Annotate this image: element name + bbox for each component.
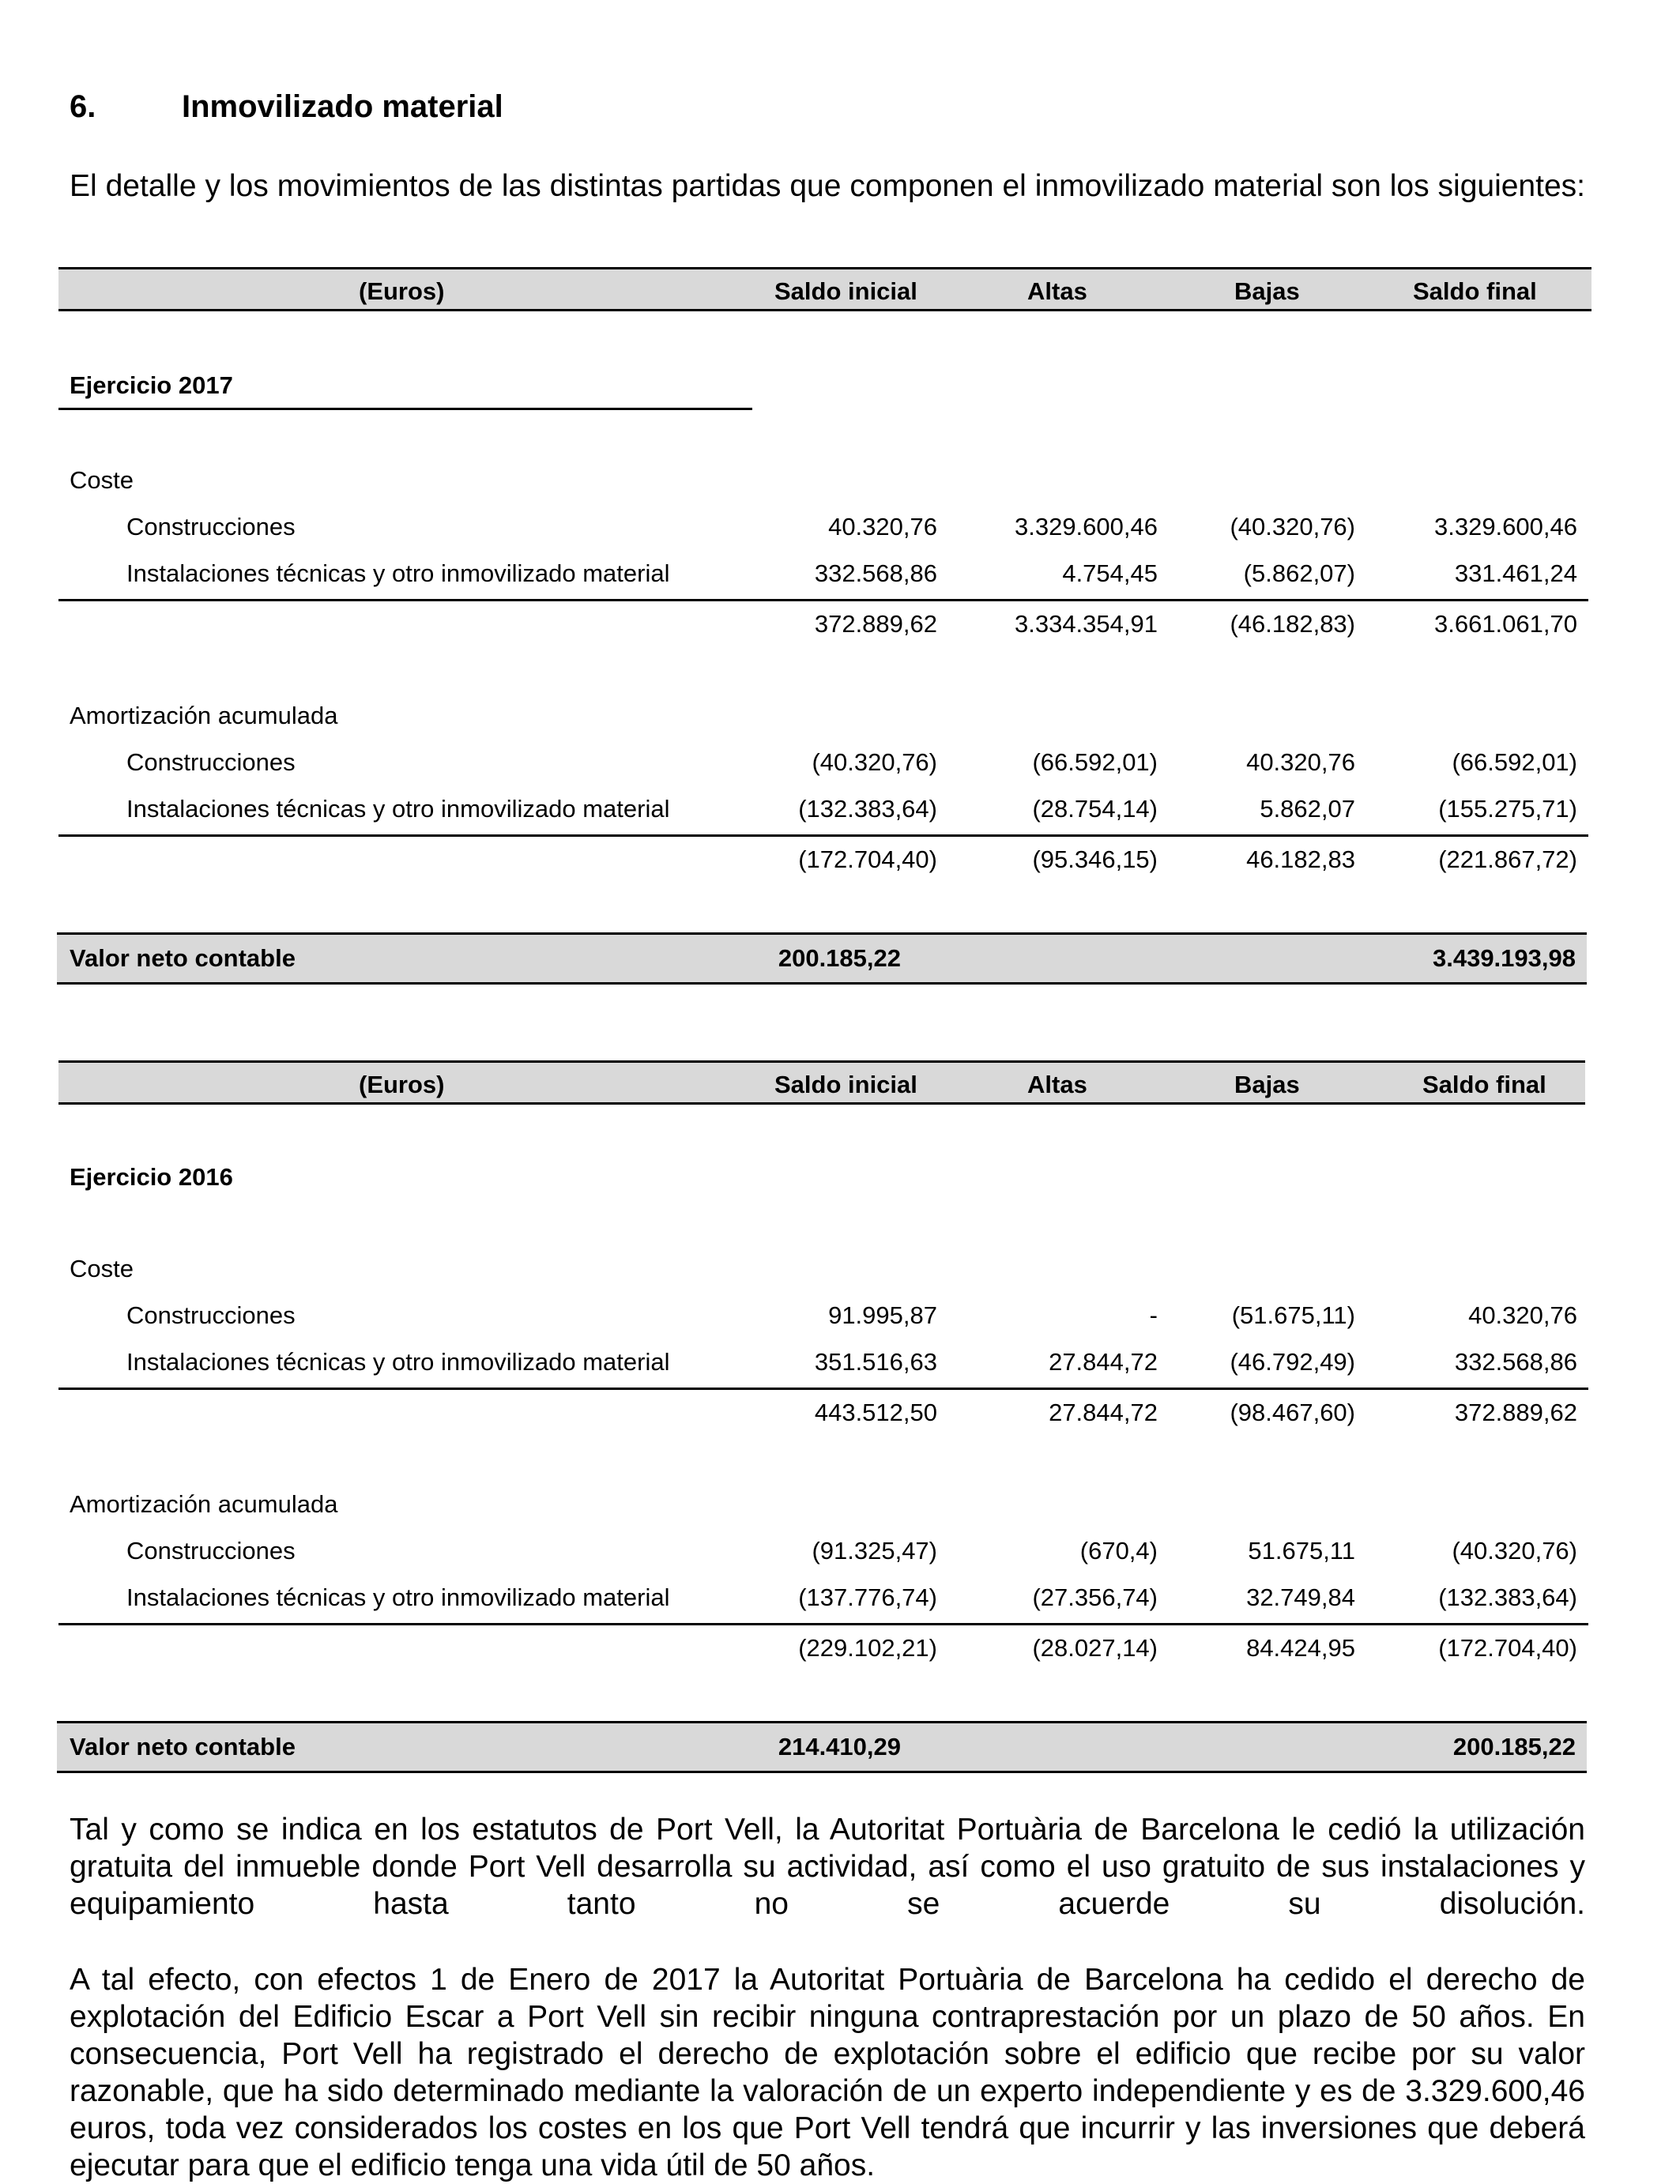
net-value-label: Valor neto contable — [70, 1733, 296, 1760]
cell-value: (66.592,01) — [1032, 748, 1158, 776]
cell-value: (91.325,47) — [812, 1537, 937, 1565]
subtotal-value: (98.467,60) — [1230, 1399, 1355, 1426]
col-saldo-inicial: Saldo inicial — [774, 277, 917, 305]
cell-value: 3.329.600,46 — [1433, 513, 1577, 540]
net-value-final: 200.185,22 — [1452, 1733, 1576, 1760]
subtotal-value: 46.182,83 — [1246, 845, 1355, 873]
subtotal-value: 443.512,50 — [814, 1399, 937, 1426]
cell-value: 27.844,72 — [1049, 1348, 1158, 1376]
col-euros: (Euros) — [359, 1071, 445, 1098]
body-paragraph-2: A tal efecto, con efectos 1 de Enero de 2017 la Autoritat Portuària de Barcelona ha cedido el derecho de explotación del Edificio Escar a Port Vell sin recibir ninguna contraprestación por un plazo de 50 años. En consecuencia, Port Vell ha registrado el derecho de explotación sobre el edificio que recibe por su valor razonable, que ha sido determinado mediante la valoración de un experto independiente y es de 3.329.600,46 euros, toda vez considerados los costes en los que Port Vell tendrá que incurrir y las inversiones que deberá ejecutar para que el edificio tenga una vida útil de 50 años. — [70, 1963, 1585, 2182]
row-label: Construcciones — [126, 1537, 296, 1565]
col-saldo-final: Saldo final — [1413, 277, 1537, 305]
cell-value: (40.320,76) — [812, 748, 937, 776]
subtotal-value: 3.334.354,91 — [1014, 610, 1158, 638]
col-euros: (Euros) — [359, 277, 445, 305]
subtotal-value: (172.704,40) — [1438, 1634, 1577, 1662]
year-label-2017: Ejercicio 2017 — [70, 371, 233, 399]
row-label: Instalaciones técnicas y otro inmovilizado material — [126, 1348, 670, 1376]
subtotal-value: 27.844,72 — [1049, 1399, 1158, 1426]
cell-value: (40.320,76) — [1230, 513, 1355, 540]
cell-value: (137.776,74) — [798, 1583, 937, 1611]
group-label-amortizacion: Amortización acumulada — [70, 702, 338, 729]
cell-value: 5.862,07 — [1260, 795, 1355, 823]
net-value-row-2017 — [57, 932, 1587, 985]
cell-value: (5.862,07) — [1243, 559, 1355, 587]
cell-value: (27.356,74) — [1032, 1583, 1158, 1611]
group-label-amortizacion: Amortización acumulada — [70, 1490, 338, 1518]
net-value-inicial: 214.410,29 — [778, 1733, 901, 1760]
cell-value: 91.995,87 — [828, 1301, 937, 1329]
subtotal-value: (221.867,72) — [1438, 845, 1577, 873]
subtotal-rule — [58, 599, 1588, 601]
cell-value: 40.320,76 — [1468, 1301, 1577, 1329]
table-2017-header — [58, 267, 1591, 311]
subtotal-value: (172.704,40) — [798, 845, 937, 873]
subtotal-value: (46.182,83) — [1230, 610, 1355, 638]
subtotal-value: (229.102,21) — [798, 1634, 937, 1662]
cell-value: 331.461,24 — [1454, 559, 1577, 587]
cell-value: (28.754,14) — [1032, 795, 1158, 823]
net-value-inicial: 200.185,22 — [778, 944, 901, 972]
cell-value: (132.383,64) — [798, 795, 937, 823]
table-2016-header — [58, 1060, 1585, 1105]
section-title: Inmovilizado material — [182, 89, 503, 124]
intro-paragraph: El detalle y los movimientos de las distintas partidas que componen el inmovilizado material son los siguientes: — [70, 169, 1585, 203]
row-label: Construcciones — [126, 1301, 296, 1329]
cell-value: 332.568,86 — [814, 559, 937, 587]
cell-value: (51.675,11) — [1231, 1301, 1355, 1329]
net-value-label: Valor neto contable — [70, 944, 296, 972]
subtotal-value: (95.346,15) — [1032, 845, 1158, 873]
group-label-coste: Coste — [70, 466, 134, 494]
net-value-final: 3.439.193,98 — [1432, 944, 1576, 972]
row-label: Instalaciones técnicas y otro inmovilizado material — [126, 1583, 670, 1611]
col-altas: Altas — [1027, 277, 1087, 305]
cell-value: 40.320,76 — [1246, 748, 1355, 776]
cell-value: (46.792,49) — [1230, 1348, 1355, 1376]
row-label: Construcciones — [126, 513, 296, 540]
subtotal-rule — [58, 1623, 1588, 1625]
cell-value: 3.329.600,46 — [1014, 513, 1158, 540]
row-label: Construcciones — [126, 748, 296, 776]
subtotal-rule — [58, 834, 1588, 837]
row-label: Instalaciones técnicas y otro inmovilizado material — [126, 559, 670, 587]
cell-value: (132.383,64) — [1438, 1583, 1577, 1611]
subtotal-value: 372.889,62 — [1454, 1399, 1577, 1426]
cell-value: 32.749,84 — [1246, 1583, 1355, 1611]
col-bajas: Bajas — [1234, 277, 1300, 305]
subtotal-value: 372.889,62 — [814, 610, 937, 638]
year-label-2016: Ejercicio 2016 — [70, 1163, 233, 1191]
col-saldo-inicial: Saldo inicial — [774, 1071, 917, 1098]
col-bajas: Bajas — [1234, 1071, 1300, 1098]
cell-value: - — [1149, 1301, 1158, 1329]
cell-value: (155.275,71) — [1438, 795, 1577, 823]
col-saldo-final: Saldo final — [1422, 1071, 1546, 1098]
cell-value: 332.568,86 — [1454, 1348, 1577, 1376]
subtotal-rule — [58, 1388, 1588, 1390]
row-label: Instalaciones técnicas y otro inmovilizado material — [126, 795, 670, 823]
section-heading — [70, 89, 503, 125]
year-underline-2017 — [58, 408, 752, 410]
col-altas: Altas — [1027, 1071, 1087, 1098]
net-value-row-2016 — [57, 1721, 1587, 1773]
subtotal-value: 3.661.061,70 — [1433, 610, 1577, 638]
cell-value: 351.516,63 — [814, 1348, 937, 1376]
cell-value: (66.592,01) — [1452, 748, 1577, 776]
cell-value: (40.320,76) — [1452, 1537, 1577, 1565]
cell-value: (670,4) — [1079, 1537, 1158, 1565]
subtotal-value: (28.027,14) — [1032, 1634, 1158, 1662]
cell-value: 4.754,45 — [1062, 559, 1158, 587]
subtotal-value: 84.424,95 — [1246, 1634, 1355, 1662]
section-number: 6. — [70, 89, 96, 124]
group-label-coste: Coste — [70, 1255, 134, 1282]
cell-value: 40.320,76 — [828, 513, 937, 540]
cell-value: 51.675,11 — [1248, 1537, 1355, 1565]
body-paragraph-1: Tal y como se indica en los estatutos de Port Vell, la Autoritat Portuària de Barcelona le cedió la utilización gratuita del inmueble donde Port Vell desarrolla su actividad, así como el uso gratuito de sus instalaciones y equipamiento hasta tanto no se acuerde su disolución. — [70, 1813, 1585, 1921]
